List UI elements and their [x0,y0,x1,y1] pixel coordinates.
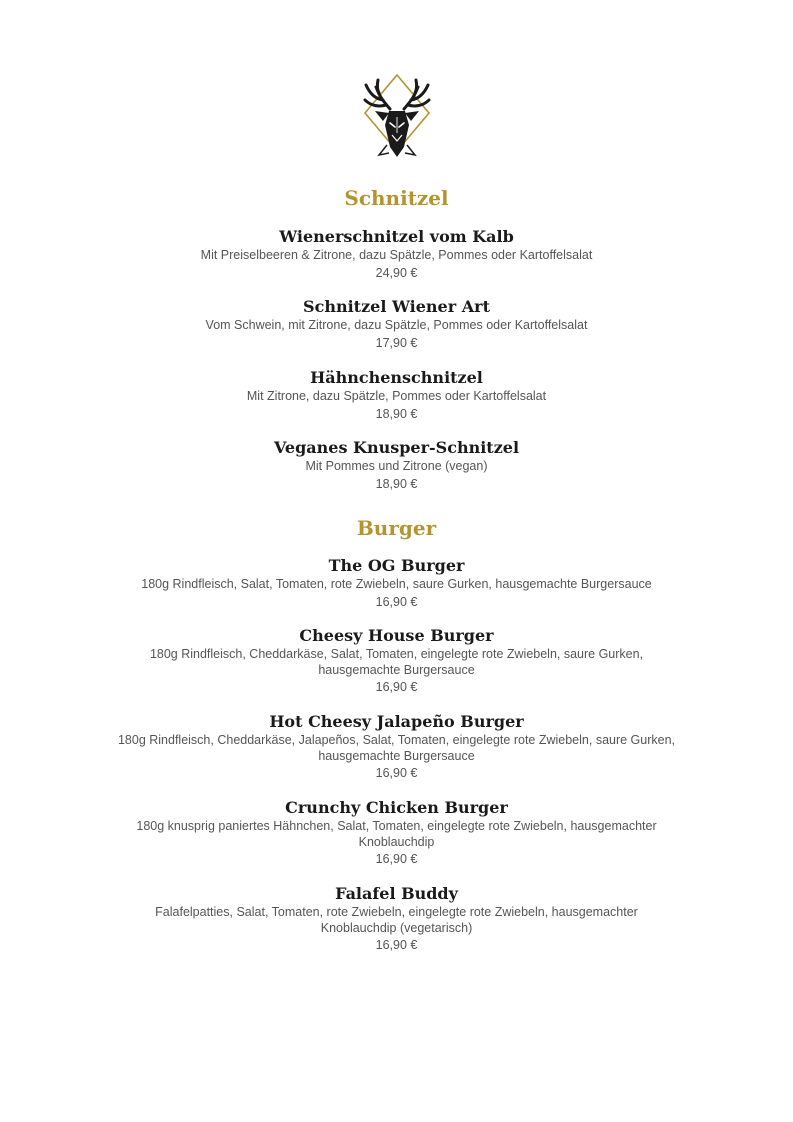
item-name: Cheesy House Burger [299,626,494,645]
menu-item [0,297,793,351]
item-description: 180g knusprig paniertes Hähnchen, Salat, Tomaten, eingelegte rote Zwiebeln, hausgemachter Knoblauchdip [136,819,657,849]
item-description: Falafelpatties, Salat, Tomaten, rote Zwiebeln, eingelegte rote Zwiebeln, hausgemachter Knoblauchdip (vegetarisch) [155,905,638,935]
menu-item [0,884,793,953]
item-description: Mit Pommes und Zitrone (vegan) [305,459,488,473]
item-price: 16,90 € [375,766,418,780]
item-description: Mit Zitrone, dazu Spätzle, Pommes oder Kartoffelsalat [246,389,547,403]
item-name: Crunchy Chicken Burger [285,798,508,817]
menu-item [0,368,793,422]
item-name: Wienerschnitzel vom Kalb [279,227,514,246]
item-name: Veganes Knusper-Schnitzel [273,438,520,457]
item-price: 18,90 € [375,476,418,491]
item-name: Falafel Buddy [335,884,458,903]
item-price: 18,90 € [375,406,418,421]
item-name: The OG Burger [328,556,465,575]
item-name: Hot Cheesy Jalapeño Burger [269,712,524,731]
item-description: 180g Rindfleisch, Cheddarkäse, Jalapeños, Salat, Tomaten, eingelegte rote Zwiebeln, saure Gurken, hausgemachte Burgersauce [117,733,676,763]
menu-item [0,227,793,281]
section-title-burger: Burger [356,516,437,540]
item-price: 24,90 € [375,265,418,280]
item-price: 16,90 € [375,852,418,866]
stag-head-icon [359,73,435,169]
item-description: Mit Preiselbeeren & Zitrone, dazu Spätzle, Pommes oder Kartoffelsalat [200,248,593,262]
item-name: Schnitzel Wiener Art [303,297,490,316]
item-description: 180g Rindfleisch, Salat, Tomaten, rote Zwiebeln, saure Gurken, hausgemachte Burgersauce [141,577,652,591]
menu-item [0,798,793,867]
item-price: 16,90 € [375,594,418,609]
item-price: 16,90 € [375,938,418,952]
item-name: Hähnchenschnitzel [310,368,483,387]
menu-item [0,556,793,610]
item-description: Vom Schwein, mit Zitrone, dazu Spätzle, Pommes oder Kartoffelsalat [205,318,588,332]
item-price: 17,90 € [375,335,418,350]
item-price: 16,90 € [375,680,418,694]
section-title-schnitzel: Schnitzel [344,186,449,210]
item-description: 180g Rindfleisch, Cheddarkäse, Salat, Tomaten, eingelegte rote Zwiebeln, saure Gurken, hausgemachte Burgersauce [149,647,644,677]
menu-item [0,626,793,695]
menu-item [0,712,793,781]
menu-item [0,438,793,492]
